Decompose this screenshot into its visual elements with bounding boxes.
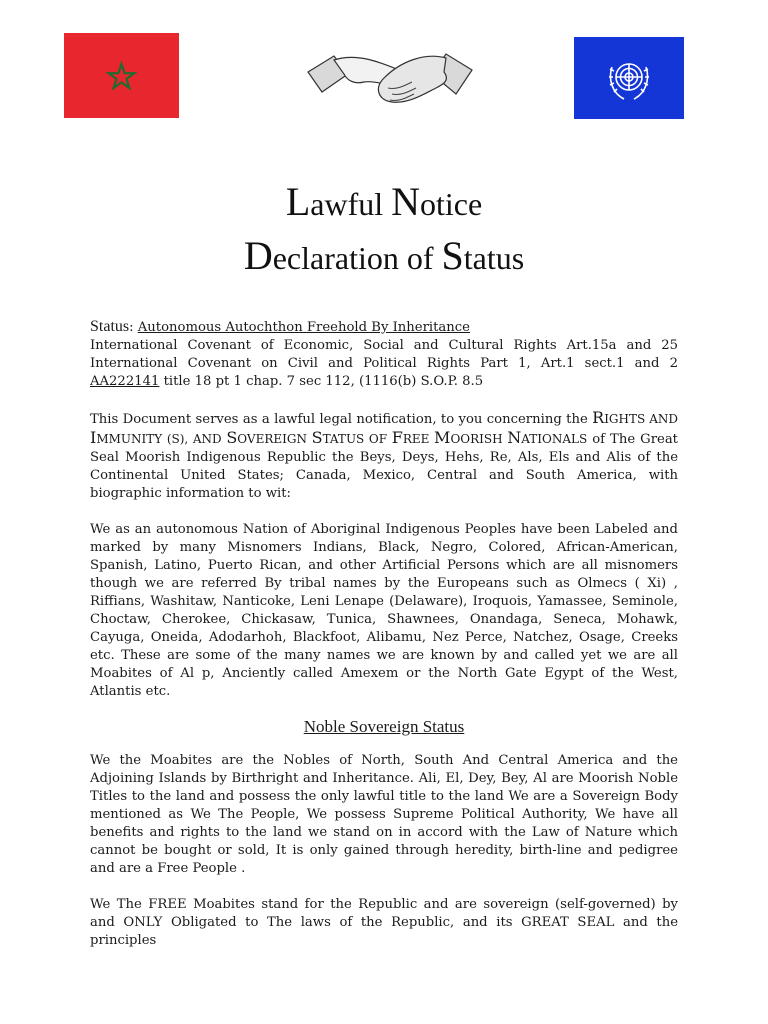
small-caps-initial: R <box>592 408 605 427</box>
title-cap-s: S <box>441 233 464 278</box>
title-text: awful <box>310 186 392 222</box>
title-line-1 <box>0 176 768 230</box>
title-text: otice <box>420 186 483 222</box>
small-caps-initial: N <box>507 428 522 447</box>
small-caps-text: OVEREIGN <box>237 432 312 446</box>
indigenous-peoples-paragraph: We as an autonomous Nation of Aboriginal Indigenous Peoples have been Labeled and marked by many Misnomers Indians, Black, Negro, Colored, African-American, Spanish, Latino, Puerto Rican, and other Artificial Persons which are all misnomers though we are referred By tribal names by the Europeans such as Olmecs ( Xi) , Riffians, Washitaw, Nanticoke, Leni Lenape (Delaware), Iroquois, Yamassee, Seminole, Choctaw, Cherokee, Chickasaw, Tunica, Shawnees, Onandaga, Seneca, Mohawk, Cayuga, Oneida, Adodarhoh, Blackfoot, Alibamu, Nez Perce, Natchez, Osage, Creeks etc. These are some of the many names we are known by and called yet we are all Moabites of Al p, Anciently called Amexem or the North Gate Egypt of the West, Atlantis etc. <box>90 522 678 699</box>
small-caps-text: TATUS OF <box>322 432 392 446</box>
title-line-2 <box>0 230 768 284</box>
small-caps-text: OORISH <box>450 432 508 446</box>
section-heading: Noble Sovereign Status <box>303 717 465 736</box>
notification-paragraph <box>90 409 678 503</box>
paragraph-text: This Document serves as a lawful legal notification, to you concerning the <box>90 412 593 427</box>
flag-field <box>64 33 179 118</box>
title-cap-n: N <box>391 179 420 224</box>
free-moabites-paragraph: We The FREE Moabites stand for the Republic and are sovereign (self-governed) by and ONLY Obligated to The laws of the Republic, and its GREAT SEAL and the principles <box>90 897 678 948</box>
title-cap-l: L <box>285 179 311 224</box>
document-title <box>0 176 768 284</box>
morocco-flag-icon <box>64 33 179 118</box>
small-caps-text: MMUNITY (S), AND <box>96 432 227 446</box>
small-caps-initial: M <box>434 428 451 447</box>
nobles-paragraph: We the Moabites are the Nobles of North, South And Central America and the Adjoining Islands by Birthright and Inheritance. Ali, El, Dey, Bey, Al are Moorish Noble Titles to the land and possess the only lawful title to the land We are a Sovereign Body mentioned as We The People, We possess Supreme Political Authority, We have all benefits and rights to the land we stand on in accord with the Law of Nature which cannot be bought or sold, It is only gained through heredity, birth-line and pedigree and are a Free People . <box>90 753 678 876</box>
paragraph-text: of The Great Seal Moorish Indigenous Republic the Beys, Deys, Hehs, Re, Als, Els and Alis of the Continental United States; Canada, Mexico, Central and South America, with biographic information to wit: <box>90 432 678 501</box>
status-covenant-text: International Covenant of Economic, Social and Cultural Rights Art.15a and 25 International Covenant on Civil and Political Rights Part 1, Art.1 sect.1 and 2 <box>90 338 678 371</box>
small-caps-initial: S <box>226 428 238 447</box>
status-paragraph <box>90 318 678 391</box>
title-text: tatus <box>463 240 525 276</box>
status-value: Autonomous Autochthon Freehold By Inheritance <box>137 320 470 335</box>
small-caps-initial: I <box>90 428 97 447</box>
status-reference: AA222141 <box>90 374 160 389</box>
title-text: eclaration of <box>272 240 442 276</box>
title-cap-d: D <box>243 233 273 278</box>
small-caps-text: IGHTS AND <box>604 412 679 426</box>
small-caps-initial: S <box>311 428 323 447</box>
small-caps-text: ATIONALS <box>521 432 588 446</box>
right-hand <box>378 56 446 102</box>
united-nations-flag-icon <box>574 37 684 119</box>
status-covenant-text-2: title 18 pt 1 chap. 7 sec 112, (1116(b) S.O.P. 8.5 <box>159 374 484 389</box>
document-body <box>90 318 678 950</box>
status-colon: : <box>129 320 138 335</box>
handshake-icon <box>304 42 476 116</box>
status-label: Status <box>90 318 130 335</box>
small-caps-initial: F <box>391 428 403 447</box>
small-caps-text: REE <box>402 432 435 446</box>
header-images <box>0 0 768 130</box>
